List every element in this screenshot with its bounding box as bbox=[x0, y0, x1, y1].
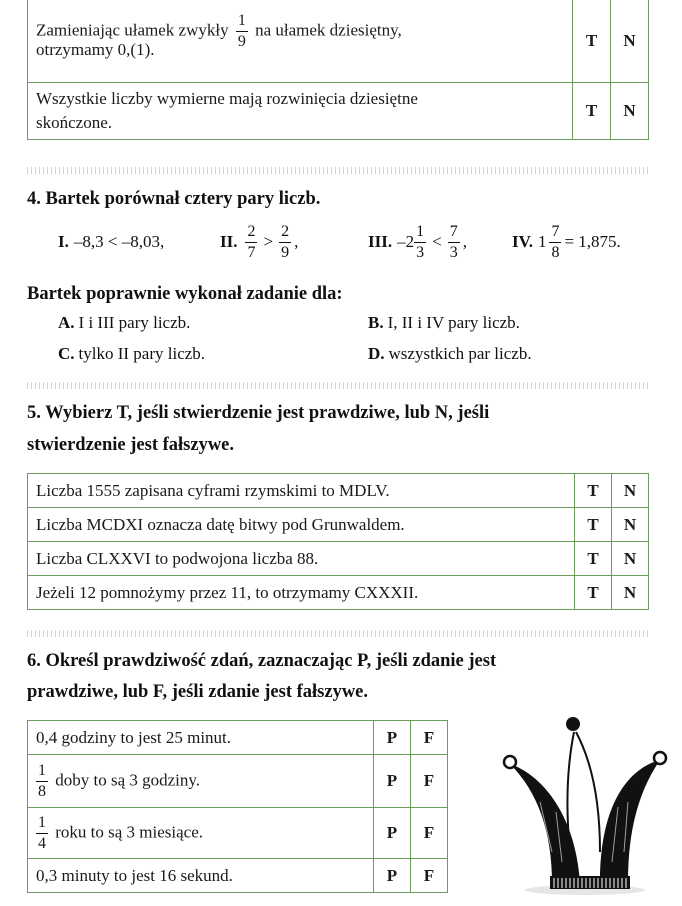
option-p[interactable]: P bbox=[374, 808, 411, 859]
fraction: $\frac{7}{8}$ bbox=[551, 222, 560, 261]
statement-cell: Liczba CLXXVI to podwojona liczba 88. bbox=[28, 542, 575, 576]
table-row bbox=[28, 542, 649, 576]
fraction: $\frac{2}{9}$ bbox=[281, 222, 290, 261]
fraction: $\frac{1}{3}$ bbox=[416, 222, 425, 261]
section-separator bbox=[27, 167, 648, 174]
statement-cell: 0,4 godziny to jest 25 minut. bbox=[28, 721, 374, 755]
table-row bbox=[28, 474, 649, 508]
option-f[interactable]: F bbox=[411, 755, 448, 808]
pair-1: I. –8,3 < –8,03, bbox=[58, 232, 165, 251]
section-separator bbox=[27, 630, 648, 637]
table-row bbox=[28, 83, 649, 140]
statement-cell: $\frac{1}{4}$ roku to są 3 miesiące. bbox=[28, 808, 374, 859]
option-t[interactable]: T bbox=[573, 83, 611, 140]
answer-a[interactable]: A. I i III pary liczb. bbox=[58, 313, 191, 332]
task6-heading-line2: prawdziwe, lub F, jeśli zdanie jest fałszywe. bbox=[27, 682, 369, 702]
statement-cell: 0,3 minuty to jest 16 sekund. bbox=[28, 859, 374, 893]
option-n[interactable]: N bbox=[612, 542, 649, 576]
statement-cell: Jeżeli 12 pomnożymy przez 11, to otrzymamy CXXXII. bbox=[28, 576, 575, 610]
option-n[interactable]: N bbox=[612, 576, 649, 610]
pair-4: IV. 1 $\frac{7}{8}$ = 1,875. bbox=[512, 222, 621, 261]
option-t[interactable]: T bbox=[573, 0, 611, 83]
task4-heading: 4. Bartek porównał cztery pary liczb. bbox=[27, 189, 321, 209]
fraction: $\frac{1}{4}$ bbox=[38, 813, 46, 852]
fraction: $\frac{1}{9}$ bbox=[237, 12, 246, 50]
option-n[interactable]: N bbox=[611, 0, 649, 83]
option-f[interactable]: F bbox=[411, 721, 448, 755]
answer-c[interactable]: C. tylko II pary liczb. bbox=[58, 344, 206, 363]
option-t[interactable]: T bbox=[575, 576, 612, 610]
task5-heading-line1: 5. Wybierz T, jeśli stwierdzenie jest prawdziwe, lub N, jeśli bbox=[27, 403, 490, 423]
table-row bbox=[28, 576, 649, 610]
table-row bbox=[28, 859, 448, 893]
pair-2: II. $\frac{2}{7}$ > $\frac{2}{9}$ , bbox=[220, 222, 299, 261]
time-units-table bbox=[27, 720, 448, 893]
option-f[interactable]: F bbox=[411, 859, 448, 893]
fraction: $\frac{7}{3}$ bbox=[449, 222, 458, 261]
option-n[interactable]: N bbox=[612, 474, 649, 508]
table-row bbox=[28, 755, 448, 808]
task5-heading-line2: stwierdzenie jest fałszywe. bbox=[27, 435, 235, 455]
task6-heading-line1: 6. Określ prawdziwość zdań, zaznaczając P, jeśli zdanie jest bbox=[27, 651, 497, 671]
option-p[interactable]: P bbox=[374, 721, 411, 755]
option-p[interactable]: P bbox=[374, 755, 411, 808]
statement-cell: Zamieniając ułamek zwykły $\frac{1}{9}$ na ułamek dziesiętny, otrzymamy 0,(1). bbox=[28, 0, 573, 83]
option-t[interactable]: T bbox=[575, 508, 612, 542]
statement-cell: Liczba MCDXI oznacza datę bitwy pod Grunwaldem. bbox=[28, 508, 575, 542]
option-t[interactable]: T bbox=[575, 542, 612, 576]
option-f[interactable]: F bbox=[411, 808, 448, 859]
jester-crown-icon bbox=[500, 712, 670, 902]
pair-3: III. –2 $\frac{1}{3}$ < $\frac{7}{3}$ , bbox=[368, 222, 467, 261]
true-false-table-top bbox=[27, 0, 649, 140]
fraction: $\frac{2}{7}$ bbox=[247, 222, 256, 261]
option-p[interactable]: P bbox=[374, 859, 411, 893]
answer-b[interactable]: B. I, II i IV pary liczb. bbox=[368, 313, 520, 332]
option-n[interactable]: N bbox=[611, 83, 649, 140]
option-t[interactable]: T bbox=[575, 474, 612, 508]
table-row bbox=[28, 508, 649, 542]
section-separator bbox=[27, 382, 648, 389]
table-row bbox=[28, 0, 649, 83]
roman-numerals-table bbox=[27, 473, 649, 610]
statement-cell: Liczba 1555 zapisana cyframi rzymskimi to MDLV. bbox=[28, 474, 575, 508]
option-n[interactable]: N bbox=[612, 508, 649, 542]
task4-question: Bartek poprawnie wykonał zadanie dla: bbox=[27, 284, 343, 304]
statement-cell: $\frac{1}{8}$ doby to są 3 godziny. bbox=[28, 755, 374, 808]
fraction: $\frac{1}{8}$ bbox=[38, 761, 46, 800]
statement-cell: Wszystkie liczby wymierne mają rozwinięcia dziesiętne skończone. bbox=[28, 83, 573, 140]
answer-d[interactable]: D. wszystkich par liczb. bbox=[368, 344, 532, 363]
table-row bbox=[28, 721, 448, 755]
table-row bbox=[28, 808, 448, 859]
